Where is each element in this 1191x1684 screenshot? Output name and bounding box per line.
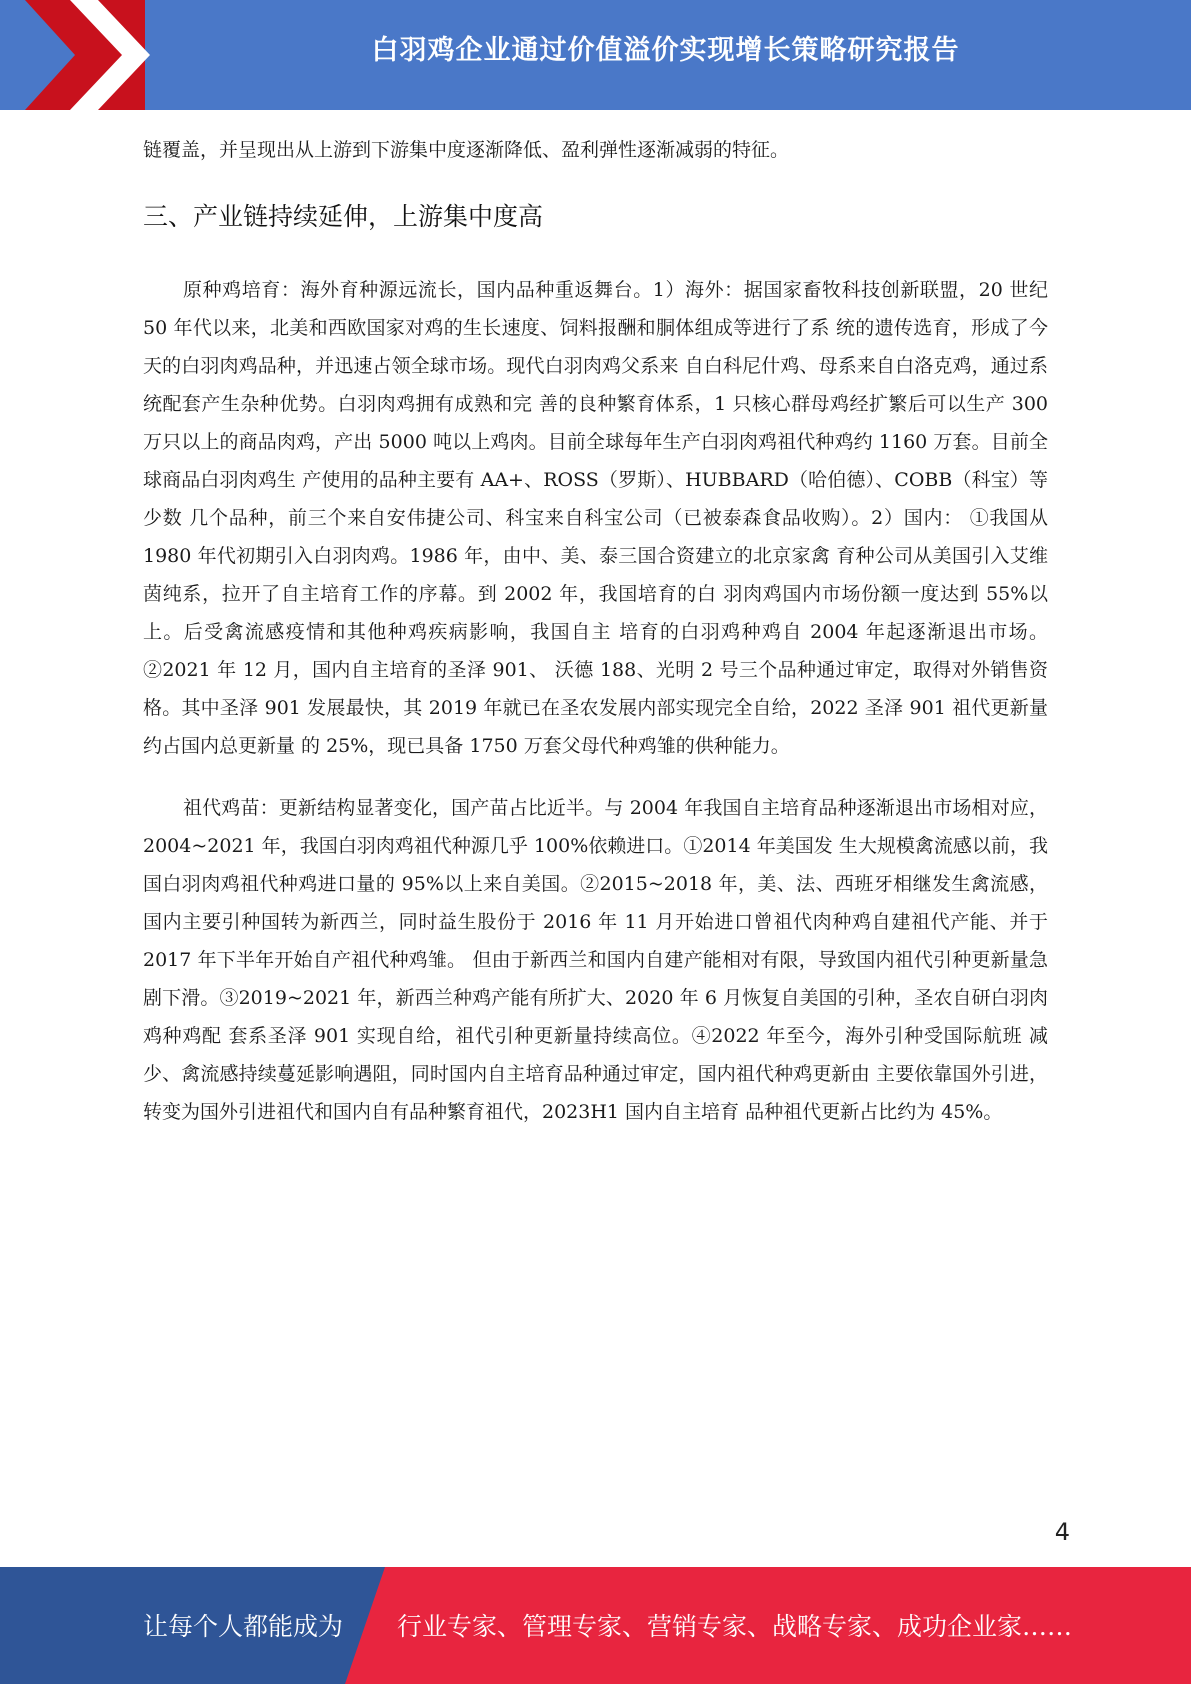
footer-slogan-right: 行业专家、管理专家、营销专家、战略专家、成功企业家…… [397,1612,1073,1641]
page-content [143,131,1048,1131]
section-heading: 三、产业链持续延伸，上游集中度高 [143,202,544,231]
page-header [0,0,1191,110]
body-paragraph-breeding: 原种鸡培育：海外育种源远流长，国内品种重返舞台。1）海外：据国家畜牧科技创新联盟，20 世纪 50 年代以来，北美和西欧国家对鸡的生长速度、饲料报酬和胴体组成等进行了系 统的遗传选育，形成了今天的白羽肉鸡品种，并迅速占领全球市场。现代白羽肉鸡父系来 自白科尼什鸡、母系来自白洛克鸡，通过系统配套产生杂种优势。白羽肉鸡拥有成熟和完 善的良种繁育体系，1 只核心群母鸡经扩繁后可以生产 300 万只以上的商品肉鸡，产出 5000 吨以上鸡肉。目前全球每年生产白羽肉鸡祖代种鸡约 1160 万套。目前全球商品白羽肉鸡生 产使用的品种主要有 AA+、ROSS（罗斯）、HUBBARD（哈伯德）、COBB（科宝）等少数 几个品种，前三个来自安伟捷公司、科宝来自科宝公司（已被泰森食品收购）。2）国内： ①我国从 1980 年代初期引入白羽肉鸡。1986 年，由中、美、泰三国合资建立的北京家禽 育种公司从美国引入艾维茵纯系，拉开了自主培育工作的序幕。到 2002 年，我国培育的白 羽肉鸡国内市场份额一度达到 55%以上。后受禽流感疫情和其他种鸡疾病影响，我国自主 培育的白羽鸡种鸡自 2004 年起逐渐退出市场。②2021 年 12 月，国内自主培育的圣泽 901、 沃德 188、光明 2 号三个品种通过审定，取得对外销售资格。其中圣泽 901 发展最快，其 2019 年就已在圣农发展内部实现完全自给，2022 圣泽 901 祖代更新量约占国内总更新量 的 25%，现已具备 1750 万套父母代种鸡雏的供种能力。 [143,279,1048,757]
page-number: 4 [1054,1518,1070,1546]
page-footer [0,1567,1191,1684]
body-paragraph-grandparent-chicks: 祖代鸡苗：更新结构显著变化，国产苗占比近半。与 2004 年我国自主培育品种逐渐退出市场相对应，2004~2021 年，我国白羽肉鸡祖代种源几乎 100%依赖进口。①2014 年美国发 生大规模禽流感以前，我国白羽肉鸡祖代种鸡进口量的 95%以上来自美国。②2015~2018 年，美、法、西班牙相继发生禽流感，国内主要引种国转为新西兰，同时益生股份于 2016 年 11 月开始进口曾祖代肉种鸡自建祖代产能、并于 2017 年下半年开始自产祖代种鸡雏。 但由于新西兰和国内自建产能相对有限，导致国内祖代引种更新量急剧下滑。③2019~2021 年，新西兰种鸡产能有所扩大、2020 年 6 月恢复自美国的引种，圣农自研白羽肉鸡种鸡配 套系圣泽 901 实现自给，祖代引种更新量持续高位。④2022 年至今，海外引种受国际航班 减少、禽流感持续蔓延影响遇阻，同时国内自主培育品种通过审定，国内祖代种鸡更新由 主要依靠国外引进，转变为国外引进祖代和国内自有品种繁育祖代，2023H1 国内自主培育 品种祖代更新占比约为 45%。 [143,797,1048,1123]
footer-slogan-left: 让每个人都能成为 [143,1612,344,1641]
continuation-text: 链覆盖，并呈现出从上游到下游集中度逐渐降低、盈利弹性逐渐减弱的特征。 [143,139,790,161]
report-title: 白羽鸡企业通过价值溢价实现增长策略研究报告 [371,35,960,66]
